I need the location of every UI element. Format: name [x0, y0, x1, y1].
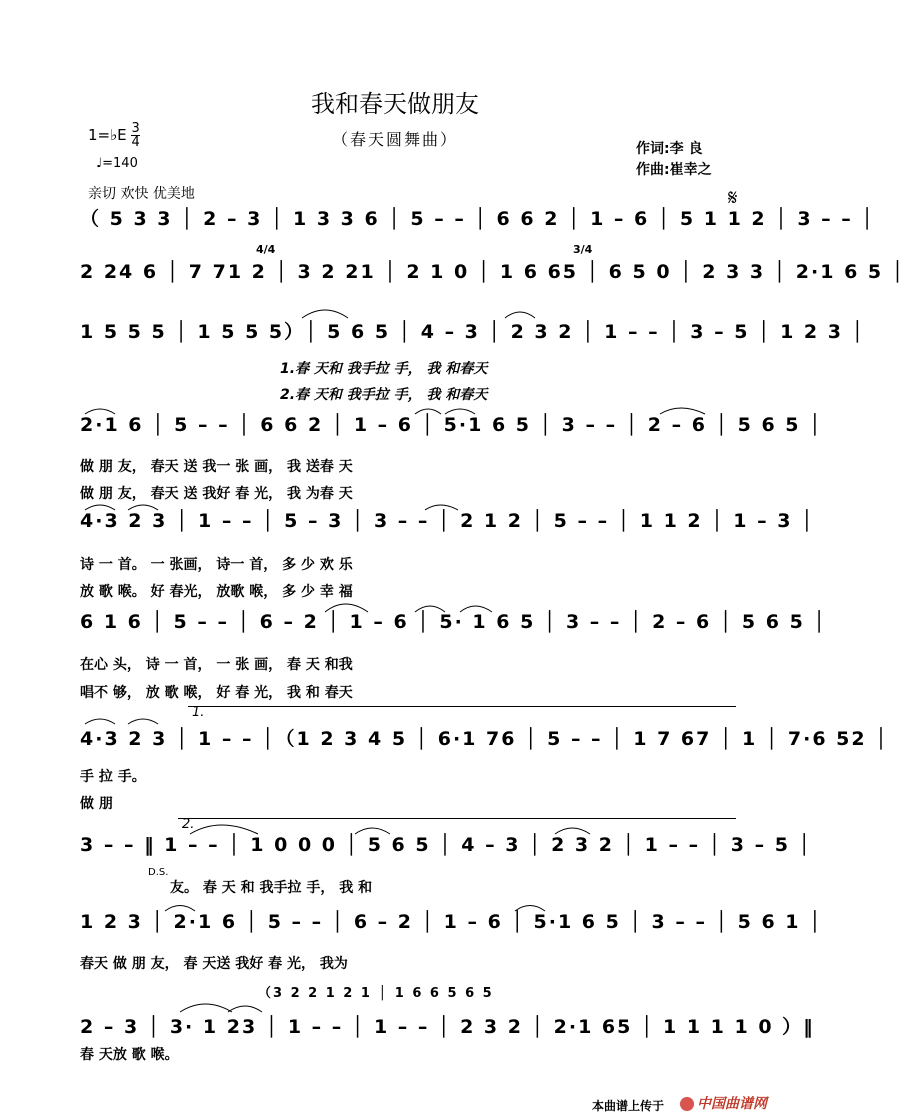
slur: [660, 408, 705, 414]
song-subtitle: （春天圆舞曲）: [331, 130, 458, 149]
slur: [180, 1004, 232, 1012]
slur: [505, 312, 535, 318]
lyric-line: 春 天放 歌 喉。: [80, 1047, 179, 1063]
notation-line: 2 24 6 │ 7 71 2 │ 3 2 21 │ 2 1 0 │ 1 6 65 │ 6 5 0 │ 2 3 3 │ 2·1 6 5 │: [80, 261, 905, 283]
slur: [85, 409, 115, 414]
dal-segno-marking: D.S.: [148, 867, 169, 878]
notation-line: （ 5 3 3 │ 2 – 3 │ 1 3 3 6 │ 5 – – │ 6 6 2 │ 1 – 6 │ 5 1 1 2 │ 3 – – │: [80, 208, 875, 230]
slur: [445, 409, 475, 414]
notation-line: 1 5 5 5 │ 1 5 5 5）│ 5 6 5 │ 4 – 3 │ 2 3 2 │ 1 – – │ 3 – 5 │ 1 2 3 │: [80, 321, 866, 343]
site-name: 中国曲谱网: [697, 1096, 767, 1112]
slur: [228, 1006, 262, 1012]
slur: [325, 604, 368, 612]
slur: [425, 505, 458, 510]
notation-line: 2·1 6 │ 5 – – │ 6 6 2 │ 1 – 6 │ 5·1 6 5 │ 3 – – │ 2 – 6 │ 5 6 5 │: [80, 414, 823, 436]
small-notes-line: （3 2 2 1 2 1 │ 1 6 6 5 6 5: [258, 986, 494, 1001]
slur: [128, 505, 158, 510]
slur: [128, 719, 158, 724]
slur: [415, 409, 441, 414]
site-logo: [680, 1093, 767, 1113]
slur: [515, 906, 545, 912]
lyric-line: 在心 头， 诗 一 首， 一 张 画， 春 天 和我: [80, 657, 353, 673]
lyric-line: 友。 春 天 和 我手拉 手， 我 和: [170, 880, 373, 896]
lyric-line: 手 拉 手。: [80, 769, 146, 785]
slur: [165, 906, 195, 912]
lyric-line: 唱不 够， 放 歌 喉， 好 春 光， 我 和 春天: [80, 685, 353, 701]
volta-label-2: 2.: [182, 817, 195, 832]
slur: [555, 828, 590, 834]
slur: [190, 825, 258, 834]
tempo-marking: ♩=140: [96, 156, 138, 171]
slur: [302, 310, 348, 318]
notation-line: 6 1 6 │ 5 – – │ 6 – 2 │ 1 – 6 │ 5· 1 6 5 │ 3 – – │ 2 – 6 │ 5 6 5 │: [80, 611, 827, 633]
key-label: 1=♭E: [88, 126, 127, 144]
lyric-line: 1.春 天和 我手拉 手， 我 和春天: [280, 361, 488, 377]
lyric-line: 2.春 天和 我手拉 手， 我 和春天: [280, 387, 488, 403]
slur: [460, 606, 492, 612]
composer-credit: 作曲:崔幸之: [636, 162, 712, 178]
segno-icon: 𝄋: [728, 186, 738, 211]
lyric-line: 诗 一 首。 一 张画， 诗一 首， 多 少 欢 乐: [80, 557, 353, 573]
lyric-line: 做 朋 友， 春天 送 我一 张 画， 我 送春 天: [80, 459, 353, 475]
notation-line: 3 – – ‖ 1 – – │ 1 0 0 0 │ 5 6 5 │ 4 – 3 │ 2 3 2 │ 1 – – │ 3 – 5 │: [80, 834, 812, 856]
slur: [355, 828, 390, 834]
slur: [85, 719, 115, 724]
logo-icon: [680, 1097, 694, 1111]
volta-label-1: 1.: [192, 705, 205, 720]
lyric-line: 春天 做 朋 友， 春 天送 我好 春 光， 我为: [80, 956, 348, 972]
time-sig-bottom: 4: [131, 135, 140, 150]
upload-note: 本曲谱上传于: [592, 1099, 665, 1113]
lyricist-credit: 作词:李 良: [636, 141, 703, 157]
lyric-line: 做 朋 友， 春天 送 我好 春 光， 我 为春 天: [80, 486, 353, 502]
slur: [415, 606, 445, 612]
time-change-34: 3/4: [573, 243, 593, 256]
lyric-line: 放 歌 喉。 好 春光， 放歌 喉， 多 少 幸 福: [80, 584, 353, 600]
time-change-44: 4/4: [256, 243, 276, 256]
slur: [85, 505, 115, 510]
song-title: 我和春天做朋友: [311, 90, 479, 118]
notation-line: 1 2 3 │ 2·1 6 │ 5 – – │ 6 – 2 │ 1 – 6 │ 5·1 6 5 │ 3 – – │ 5 6 1 │: [80, 911, 823, 933]
lyric-line: 做 朋: [80, 796, 113, 812]
notation-line: 4·3 2 3 │ 1 – – │（1 2 3 4 5 │ 6·1 76 │ 5 – – │ 1 7 67 │ 1 │ 7·6 52 │: [80, 728, 889, 750]
notation-line: 4·3 2 3 │ 1 – – │ 5 – 3 │ 3 – – │ 2 1 2 │ 5 – – │ 1 1 2 │ 1 – 3 │: [80, 510, 815, 532]
notation-line: 2 – 3 │ 3· 1 23 │ 1 – – │ 1 – – │ 2 3 2 │ 2·1 65 │ 1 1 1 1 0 ）‖: [80, 1016, 815, 1038]
expression-marking: 亲切 欢快 优美地: [88, 186, 195, 202]
time-sig-top: 3: [131, 121, 140, 136]
